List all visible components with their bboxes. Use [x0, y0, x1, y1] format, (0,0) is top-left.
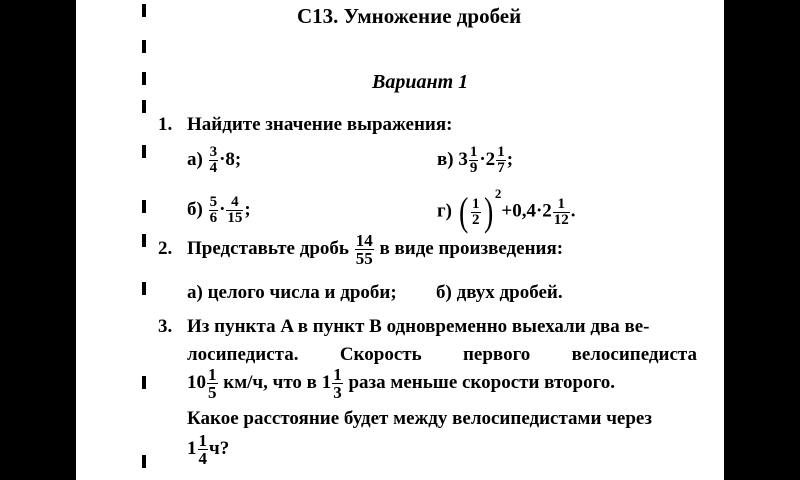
fraction: $\frac{1}{3}$ [333, 365, 342, 402]
cut-line-dash [142, 100, 146, 113]
fraction: $\frac{1}{4}$ [198, 431, 207, 468]
item-label: а) [187, 148, 203, 170]
fraction: $\frac{1}{2}$ [472, 195, 480, 228]
fraction: $\frac{1}{9}$ [469, 144, 478, 176]
worksheet-page [76, 0, 724, 480]
task-3-line4: Какое расстояние будет между велосипедистами через [187, 408, 652, 429]
fraction: $\frac{14}{55}$ [355, 231, 373, 268]
task-3-line3: 10 $\frac{1}{5}$ км/ч, что в 1 $\frac{1}{3}$ раза меньше скорости второго. [187, 365, 616, 402]
item-label: в) [437, 148, 454, 170]
task-1v: в) 3 $\frac{1}{9}$ ·2 $\frac{1}{7}$ ; [437, 144, 514, 176]
cut-line-dash [142, 282, 146, 295]
cut-line-dash [142, 4, 146, 17]
fraction: $\frac{5}{6}$ [209, 194, 218, 226]
task-1b: б) $\frac{5}{6}$ · $\frac{4}{15}$ ; [187, 194, 251, 226]
cut-line-dash [142, 72, 146, 85]
task-2-text: Представьте дробь $\frac{14}{55}$ в виде произведения: [187, 231, 564, 268]
task-1a: а) $\frac{3}{4}$ ·8; [187, 144, 242, 176]
cut-line-dash [142, 234, 146, 247]
cut-line-dash [142, 376, 146, 389]
task-1g: г) ( $\frac{1}{2}$ ) 2+0,4·2 $\frac{1}{12}$ . [437, 186, 576, 234]
task-1-text: Найдите значение выражения: [187, 114, 453, 135]
fraction: $\frac{1}{7}$ [497, 144, 505, 176]
fraction: $\frac{1}{5}$ [208, 365, 217, 402]
task-2-number: 2. [158, 238, 173, 259]
task-2b: б) двух дробей. [436, 282, 563, 303]
cut-line-dash [142, 40, 146, 53]
cut-line-dash [142, 145, 146, 158]
task-3-number: 3. [158, 316, 173, 337]
fraction: $\frac{1}{12}$ [553, 195, 569, 228]
cut-line-dash [142, 200, 146, 213]
task-3-line5: 1 $\frac{1}{4}$ ч? [187, 431, 230, 468]
variant-heading: Вариант 1 [372, 71, 469, 93]
fraction: $\frac{4}{15}$ [227, 194, 243, 226]
fraction: $\frac{3}{4}$ [209, 144, 218, 176]
item-label: б) [187, 198, 203, 220]
task-3-line2: лосипедиста. Скорость первого велосипедиста [187, 344, 697, 365]
task-3-line1: Из пункта A в пункт B одновременно выехали два ве- [187, 316, 650, 337]
cut-line-dash [142, 455, 146, 468]
item-label: г) [437, 200, 452, 222]
page-title: С13. Умножение дробей [297, 4, 522, 28]
task-2a: а) целого числа и дроби; [187, 282, 397, 303]
task-1-number: 1. [158, 114, 173, 135]
